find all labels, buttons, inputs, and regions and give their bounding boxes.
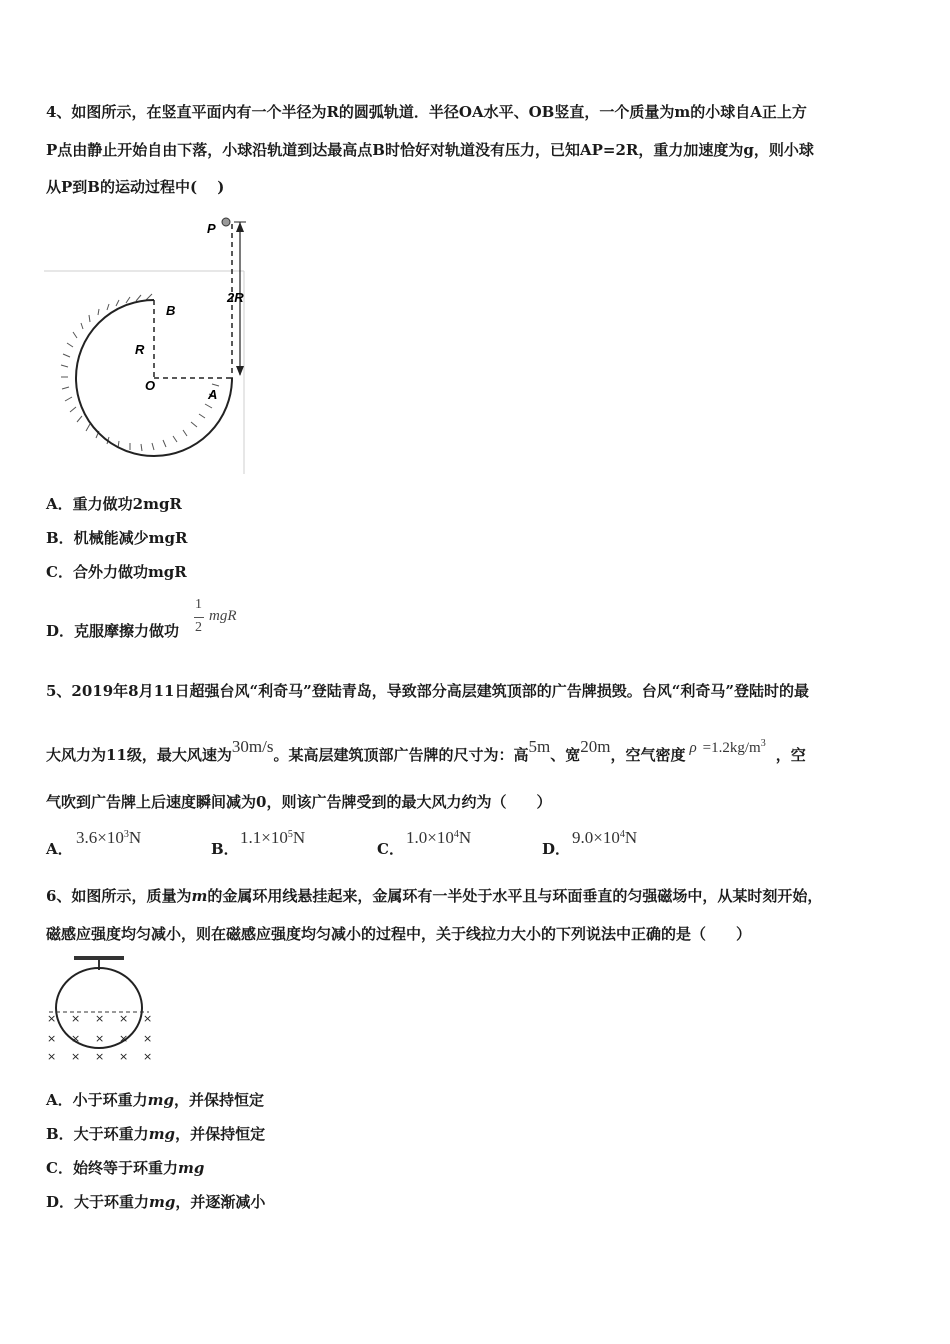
board-width: 20m xyxy=(580,737,611,756)
q6-ring-figure xyxy=(44,954,164,1066)
svg-text:×: × xyxy=(119,1032,129,1045)
q5-option-a[interactable]: A． xyxy=(46,840,73,858)
q5-option-b[interactable]: B． xyxy=(211,840,239,858)
q5-option-c-value: $1.0\times 10^4N$ xyxy=(406,828,472,847)
q4-line-2: P点由静止开始自由下落，小球沿轨道到达最高点B时恰好对轨道没有压力，已知AP=2R，重力加速度为g，则小球 xyxy=(46,141,814,159)
svg-text:×: × xyxy=(71,1032,81,1045)
q5-option-c[interactable]: C． xyxy=(377,840,404,858)
track-hatching xyxy=(61,294,219,451)
q6-option-b[interactable]: B．大于环重力mg，并保持恒定 xyxy=(46,1125,266,1143)
q5-line-2b: 。某高层建筑顶部广告牌的尺寸为：高 xyxy=(273,746,529,764)
svg-text:×: × xyxy=(119,1050,129,1063)
q5-option-d[interactable]: D． xyxy=(542,840,571,858)
q4-option-d[interactable] xyxy=(46,621,179,641)
wind-speed: 30m/s xyxy=(231,737,274,756)
arrow-head-up xyxy=(236,222,244,232)
q5-line-2 xyxy=(46,737,806,766)
svg-text:×: × xyxy=(47,1012,57,1025)
q6-option-d[interactable]: D．大于环重力mg，并逐渐减小 xyxy=(46,1193,266,1211)
q5-line-3: 气吹到广告牌上后速度瞬间减为0，则该广告牌受到的最大风力约为（ ） xyxy=(46,793,552,811)
frac-numerator: 1 xyxy=(195,597,202,612)
frac-rest: mgR xyxy=(209,608,237,624)
q4-line-1: 4、如图所示，在竖直平面内有一个半径为R的圆弧轨道．半径OA水平、OB竖直，一个质量为m的小球自A正上方 xyxy=(46,103,807,121)
q4-track-figure xyxy=(44,212,264,477)
q6-option-c[interactable]: C．始终等于环重力mg xyxy=(46,1159,205,1177)
label-a: A xyxy=(208,387,218,402)
svg-text:×: × xyxy=(47,1032,57,1045)
svg-text:×: × xyxy=(143,1012,153,1025)
q4-option-c[interactable]: C．合外力做功mgR xyxy=(46,563,187,581)
label-b: B xyxy=(166,303,176,318)
q5-option-d-value: $9.0\times 10^4N$ xyxy=(572,828,638,847)
frac-denominator: 2 xyxy=(195,620,202,635)
rho-symbol: ρ xyxy=(689,740,697,756)
frac-bar xyxy=(194,617,204,618)
q4-option-a[interactable]: A．重力做功2mgR xyxy=(46,495,182,513)
q5-option-a-value: $3.6\times 10^3N$ xyxy=(76,828,142,847)
q6-line-2: 磁感应强度均匀减小，则在磁感应强度均匀减小的过程中，关于线拉力大小的下列说法中正确的是（ ） xyxy=(46,925,752,943)
svg-text:×: × xyxy=(47,1050,57,1063)
rho-value: $=1.2kg/m^3$ xyxy=(702,738,766,756)
q4-option-d-text: D．克服摩擦力做功 xyxy=(46,622,180,640)
magnetic-field-crosses xyxy=(47,1012,152,1063)
ball xyxy=(222,218,230,226)
label-2r: 2R xyxy=(227,290,244,305)
svg-text:×: × xyxy=(95,1012,105,1025)
svg-text:×: × xyxy=(71,1050,81,1063)
svg-text:×: × xyxy=(143,1032,153,1045)
label-o: O xyxy=(145,378,156,393)
svg-text:×: × xyxy=(143,1050,153,1063)
label-r: R xyxy=(135,342,145,357)
arrow-head-down xyxy=(236,366,244,376)
svg-text:×: × xyxy=(95,1050,105,1063)
q6-option-a[interactable]: A．小于环重力mg，并保持恒定 xyxy=(46,1091,265,1109)
q5-line-1: 5、2019年8月11日超强台风“利奇马”登陆青岛，导致部分高层建筑顶部的广告牌损毁。台风“利奇马”登陆时的最 xyxy=(46,682,810,700)
q5-line-2d: ，空气密度 xyxy=(610,746,686,764)
q4-line-3: 从P到B的运动过程中( ) xyxy=(46,178,225,196)
svg-text:×: × xyxy=(95,1032,105,1045)
q5-line-2c: 、宽 xyxy=(550,746,581,764)
q5-line-2a: 大风力为11级，最大风速为 xyxy=(46,746,232,764)
q4-option-b[interactable]: B．机械能减少mgR xyxy=(46,529,188,547)
board-height: 5m xyxy=(528,737,551,756)
label-p: P xyxy=(207,221,216,236)
svg-text:×: × xyxy=(119,1012,129,1025)
q5-option-b-value: $1.1\times 10^5N$ xyxy=(240,828,306,847)
svg-text:×: × xyxy=(71,1012,81,1025)
q6-line-1: 6、如图所示，质量为m的金属环用线悬挂起来，金属环有一半处于水平且与环面垂直的匀强磁场中，从某时刻开始， xyxy=(46,887,823,905)
q5-line-2e: ，空 xyxy=(775,746,806,764)
